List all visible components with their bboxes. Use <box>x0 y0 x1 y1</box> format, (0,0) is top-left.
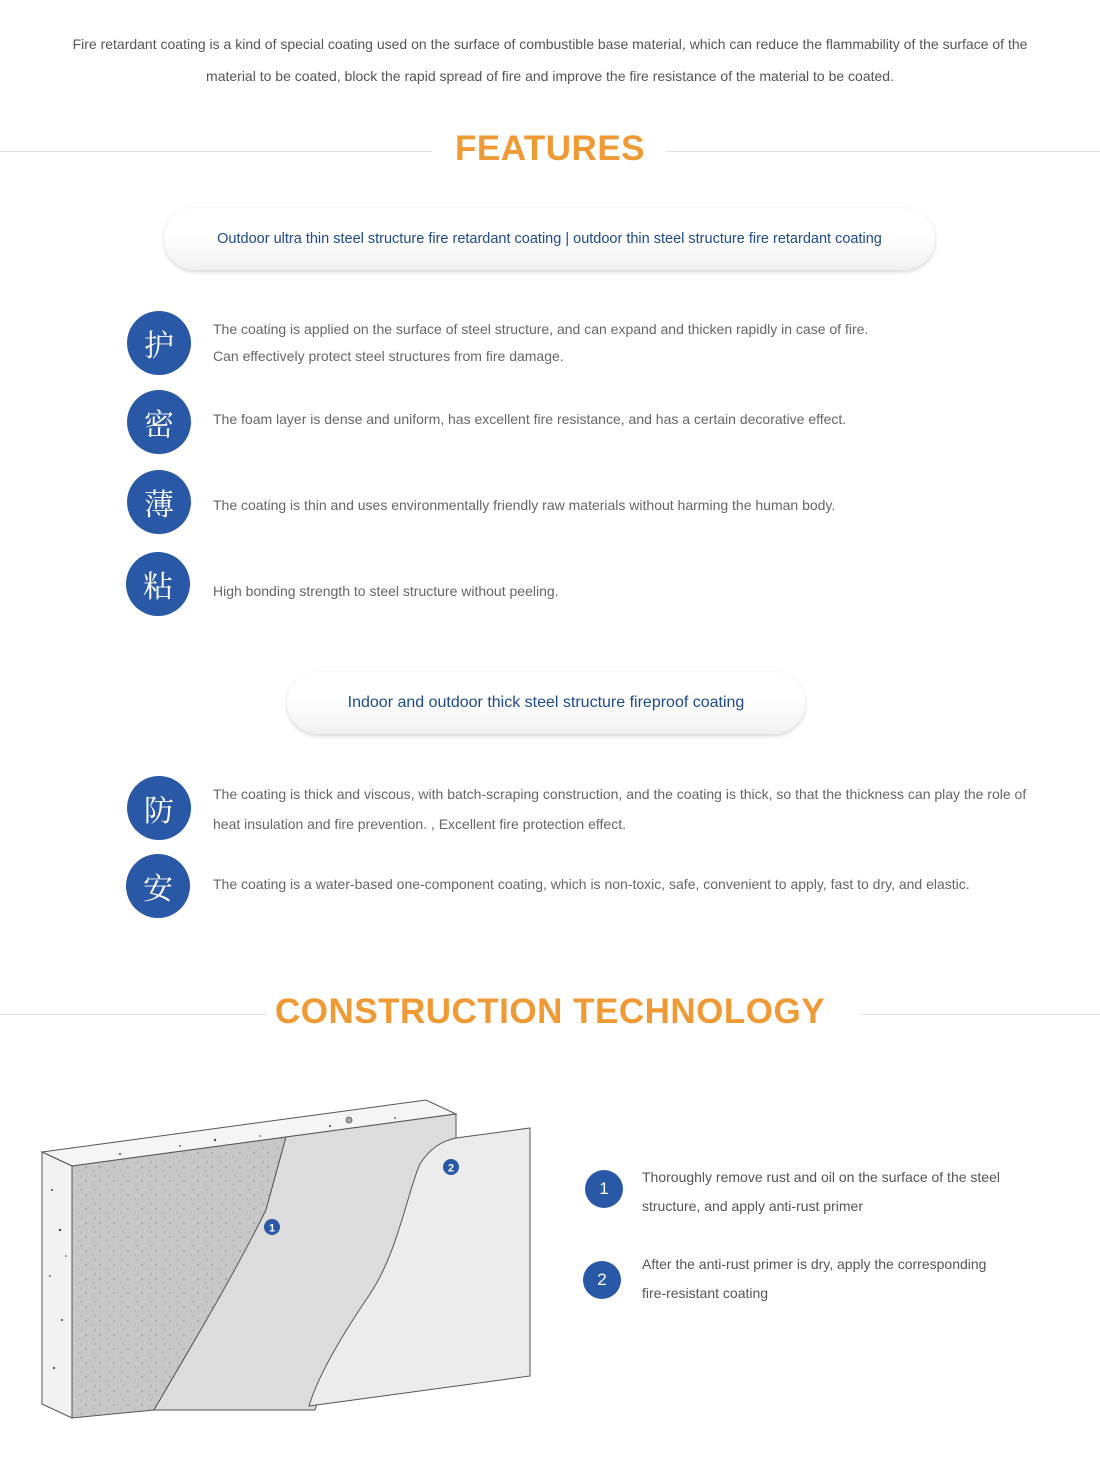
step-2-text: After the anti-rust primer is dry, apply the corresponding fire-resistant coating <box>642 1256 987 1301</box>
feature-icon-prevent: 防 <box>127 776 191 840</box>
feature-text-adhesion: High bonding strength to steel structure without peeling. <box>213 583 559 599</box>
feature-icon-adhesion: 粘 <box>126 552 190 616</box>
feature-group-1-label: Outdoor ultra thin steel structure fire retardant coating | outdoor thin steel structure fire retardant coating <box>164 208 935 270</box>
step-2-badge: 2 <box>583 1261 621 1299</box>
diagram-marker-2 <box>443 1159 459 1175</box>
coating-layer-diagram <box>0 1080 560 1440</box>
feature-text-dense: The foam layer is dense and uniform, has excellent fire resistance, and has a certain decorative effect. <box>213 411 847 427</box>
step-1-badge: 1 <box>585 1170 623 1208</box>
board-side-face <box>42 1152 72 1418</box>
feature-icon-safe: 安 <box>126 854 190 918</box>
feature-group-2-label: Indoor and outdoor thick steel structure fireproof coating <box>287 672 805 734</box>
step-1-text: Thoroughly remove rust and oil on the surface of the steel structure, and apply anti-rust primer <box>642 1169 1000 1214</box>
intro-paragraph <box>60 28 1040 92</box>
intro-line-1: Fire retardant coating is a kind of special coating used on the surface of combustible base material, which can reduce the flammability of the surface of the <box>72 36 1028 52</box>
feature-icon-dense: 密 <box>127 390 191 454</box>
intro-line-2: material to be coated, block the rapid spread of fire and improve the fire resistance of the material to be coated. <box>206 68 894 84</box>
feature-icon-thin: 薄 <box>127 470 191 534</box>
feature-text-protect: The coating is applied on the surface of steel structure, and can expand and thicken rapidly in case of fire. Can effectively protect steel structures from fire damage. <box>213 321 869 364</box>
construction-title: CONSTRUCTION TECHNOLOGY <box>274 992 826 1031</box>
diagram-marker-1-label: 1 <box>268 1222 276 1235</box>
features-title: FEATURES <box>454 129 646 168</box>
feature-text-thin: The coating is thin and uses environmentally friendly raw materials without harming the human body. <box>213 497 836 513</box>
diagram-marker-2-label: 2 <box>447 1162 455 1175</box>
feature-text-safe: The coating is a water-based one-component coating, which is non-toxic, safe, convenient to apply, fast to dry, and elastic. <box>213 876 970 892</box>
diagram-marker-1 <box>264 1219 280 1235</box>
feature-icon-protect: 护 <box>127 311 191 375</box>
feature-text-prevent: The coating is thick and viscous, with batch-scraping construction, and the coating is thick, so that the thickness can play the role of heat insulation and fire prevention. , Excellent fire protection effect. <box>213 786 1027 832</box>
